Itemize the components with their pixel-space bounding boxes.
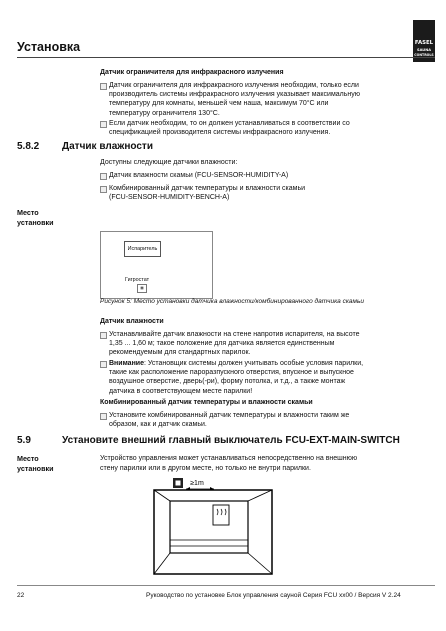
- list-item: Внимание: Установщик системы должен учитывать особые условия парилки, такие как расположение пароразпускного отверстия, впускное и выпускное воздушное отверстие, дверь(-ри), форму потолка, и т.д., а также монтаж датчика в соответствующем месте парилки!: [100, 359, 363, 396]
- list-item: Комбинированный датчик температуры и влажности скамьи (FCU-SENSOR-HUMIDITY-BENCH-A): [100, 184, 305, 202]
- list-item: Датчик ограничителя для инфракрасного излучения необходим, только если производитель системы инфракрасного излучения указывает максимальную температуру для комнаты, меньшей чем наша, максимум 70°C или температуру ограничителя 130°C.: [100, 81, 360, 118]
- section-number: 5.9: [17, 435, 31, 446]
- bullet-icon: [100, 121, 107, 128]
- humidity-sensor-figure: [100, 231, 213, 299]
- main-switch-text: Устройство управления может устанавливаться непосредственно на внешнюю стену парилки или в другом месте, но только не внутри парилки.: [100, 455, 358, 472]
- bullet-icon: [100, 413, 107, 420]
- list-item: Датчик влажности скамьи (FCU-SENSOR-HUMIDITY-A): [100, 171, 288, 180]
- sauna-room-outline: [154, 490, 272, 574]
- footer-text: Руководство по установке Блок управления сауной Серия FCU xx00 / Версия V 2.24: [146, 592, 401, 599]
- section-number: 5.8.2: [17, 141, 40, 152]
- hygrostat-icon: ▦: [137, 284, 147, 293]
- bullet-icon: [100, 332, 107, 339]
- limiter-sensor-heading: Датчик ограничителя для инфракрасного излучения: [100, 69, 284, 76]
- hygrostat-label: Гигростат: [125, 277, 150, 283]
- subsection-heading: Датчик влажности: [100, 318, 164, 325]
- fasel-logo: FASEL SAUNA CONTROLS: [413, 20, 435, 62]
- page-header-title: Установка: [17, 40, 81, 54]
- side-label: Место установки: [17, 454, 54, 473]
- section-title: Датчик влажности: [62, 141, 153, 152]
- figure-caption: Рисунок 5: Место установки датчика влажности/комбинированного датчика скамьи: [100, 298, 365, 305]
- subsection-heading: Комбинированный датчик температуры и влажности скамьи: [100, 399, 313, 406]
- bullet-icon: [100, 361, 107, 368]
- humidity-intro: Доступны следующие датчики влажности:: [100, 159, 238, 166]
- list-item: Устанавливайте датчик влажности на стене напротив испарителя, на высоте 1,35 ... 1,60 м; такое положение для датчика является единственным рекомендуемым для стандартных парилок.: [100, 330, 359, 358]
- evaporator-box: Испаритель: [124, 241, 161, 257]
- sauna-room-diagram: [140, 474, 275, 579]
- page-number: 22: [17, 592, 25, 599]
- distance-label: ≥1m: [190, 480, 204, 487]
- list-item: Если датчик необходим, то он должен устанавливаться в соответствии со спецификацией производителя системы инфракрасного излучения.: [100, 119, 350, 137]
- header-divider: [17, 57, 435, 58]
- side-label: Место установки: [17, 208, 54, 227]
- footer-divider: [17, 585, 435, 586]
- list-item: Установите комбинированный датчик температуры и влажности таким же образом, как и датчик скамьи.: [100, 411, 349, 429]
- section-title: Установите внешний главный выключатель FCU-EXT-MAIN-SWITCH: [62, 435, 400, 446]
- bullet-icon: [100, 186, 107, 193]
- main-switch-knob: [176, 481, 181, 486]
- bullet-icon: [100, 83, 107, 90]
- bullet-icon: [100, 173, 107, 180]
